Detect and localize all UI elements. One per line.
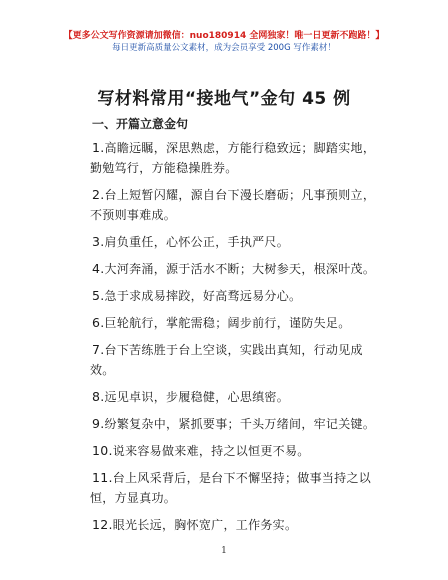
quote-number: 5. (92, 288, 105, 303)
quote-item (90, 340, 386, 380)
quote-item (90, 515, 386, 535)
quote-number: 12. (92, 517, 113, 532)
page-number: 1 (221, 546, 227, 556)
quote-text: 巨轮航行，掌舵需稳；阔步前行，谨防失足。 (104, 316, 351, 330)
quote-text: 台上短暂闪耀，源自台下漫长磨砺；凡事预则立，不预则事难成。 (90, 188, 376, 222)
promo-banner-line-1: 【更多公文写作资源请加微信：nuo180914 全网独家！唯一日更新不跑路！】 (63, 31, 385, 41)
quote-number: 6. (92, 315, 105, 330)
quote-number: 11. (92, 470, 113, 485)
quote-text: 肩负重任，心怀公正，手执严尺。 (104, 235, 290, 249)
quote-text: 远见卓识，步履稳健，心思缜密。 (104, 390, 290, 404)
quote-item (90, 313, 386, 333)
quote-list (90, 138, 386, 542)
quote-number: 4. (92, 261, 105, 276)
quote-item (90, 138, 386, 178)
quote-number: 3. (92, 234, 105, 249)
quote-text: 眼光长远，胸怀宽广，工作务实。 (112, 518, 298, 532)
section-heading: 一、开篇立意金句 (92, 117, 189, 131)
quote-item (90, 387, 386, 407)
quote-text: 高瞻远瞩，深思熟虑，方能行稳致远；脚踏实地，勤勉笃行，方能稳操胜券。 (90, 141, 376, 175)
quote-text: 大河奔涌，源于活水不断；大树参天，根深叶茂。 (104, 262, 376, 276)
quote-item (90, 286, 386, 306)
quote-number: 2. (92, 187, 105, 202)
quote-item (90, 259, 386, 279)
quote-text: 急于求成易摔跤，好高骛远易分心。 (104, 289, 302, 303)
document-title: 写材料常用“接地气”金句 45 例 (97, 89, 351, 109)
quote-item (90, 185, 386, 225)
promo-banner-line-2: 每日更新高质量公文素材，成为会员享受 200G 写作素材！ (112, 43, 336, 53)
quote-text: 台上风采背后，是台下不懈坚持；做事当持之以恒，方显真功。 (90, 471, 372, 505)
quote-item (90, 232, 386, 252)
quote-text: 台下苦练胜于台上空谈，实践出真知，行动见成效。 (90, 343, 363, 377)
quote-number: 1. (92, 140, 105, 155)
quote-number: 8. (92, 389, 105, 404)
quote-item (90, 414, 386, 434)
quote-text: 纷繁复杂中，紧抓要事；千头万绪间，牢记关键。 (104, 417, 376, 431)
quote-number: 7. (92, 342, 105, 357)
quote-number: 9. (92, 416, 105, 431)
quote-item (90, 468, 386, 508)
quote-item (90, 441, 386, 461)
quote-number: 10. (92, 443, 113, 458)
quote-text: 说来容易做来难，持之以恒更不易。 (112, 444, 310, 458)
